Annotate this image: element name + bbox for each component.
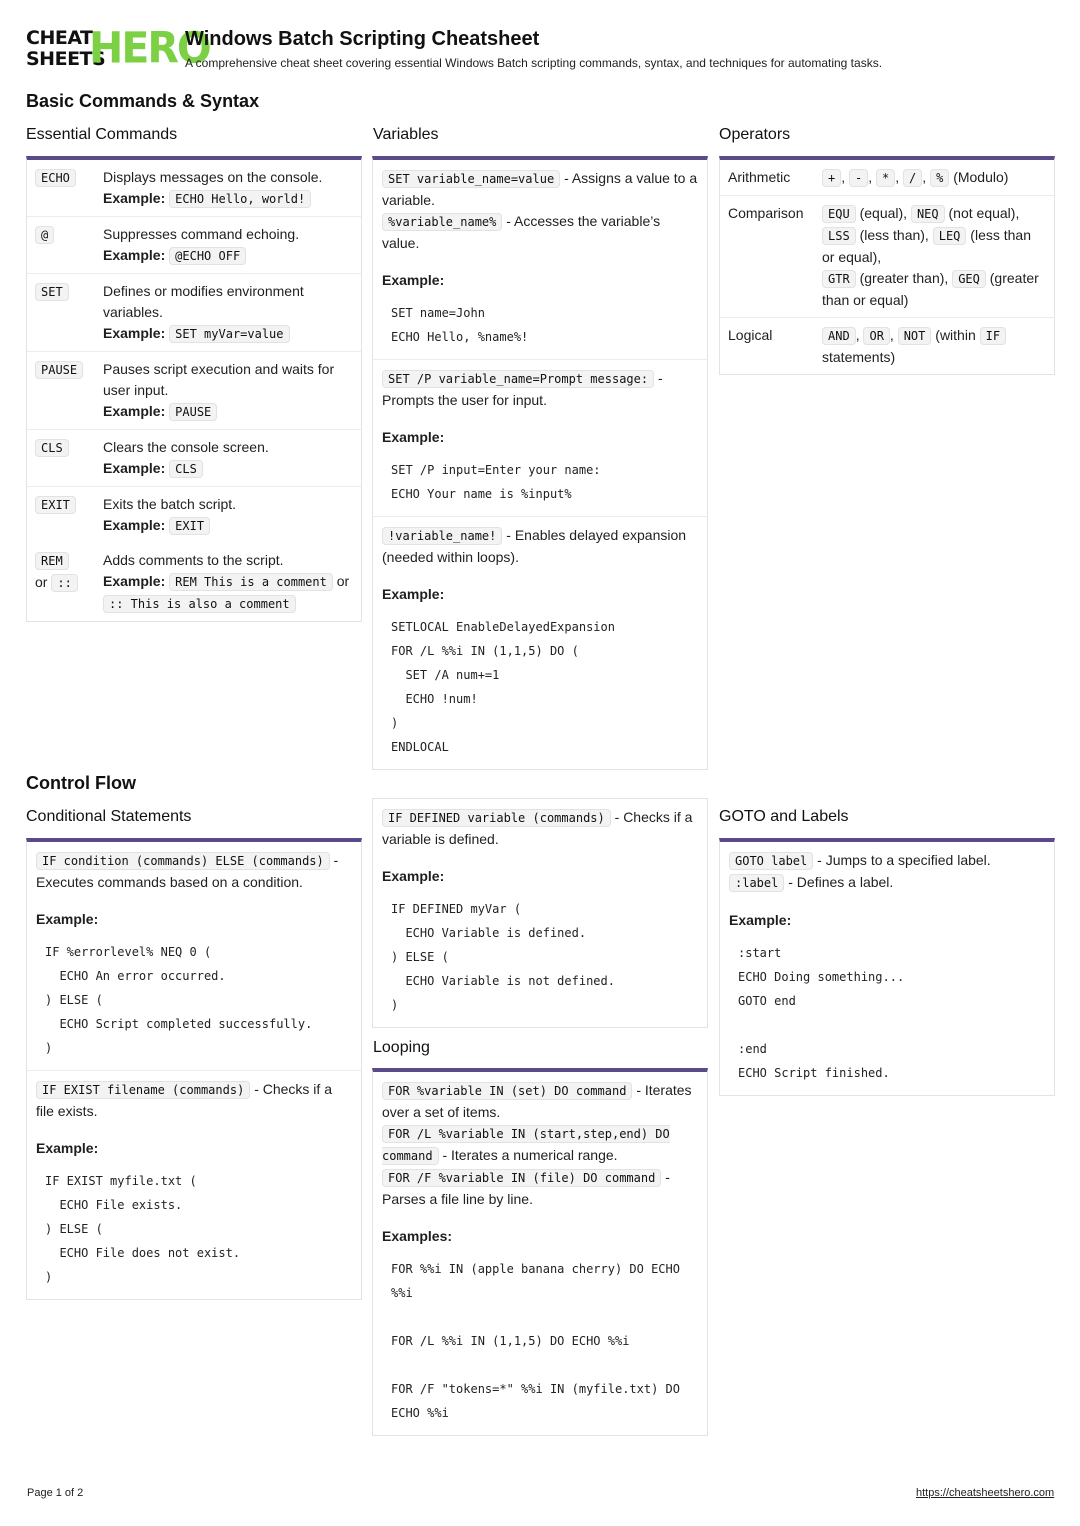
operator-code: - [849,169,868,187]
table-row [27,217,361,274]
card-essential-commands [26,156,362,622]
operator-meaning: (less than), [859,227,929,243]
card-title-operators: Operators [719,126,791,143]
operator-code: IF [980,327,1006,345]
code-example: :start ECHO Doing something... GOTO end :end ECHO Script finished. [738,946,905,1080]
card-title-goto: GOTO and Labels [719,808,849,825]
example-code: :: This is also a comment [103,595,296,613]
page-number: Page 1 of 2 [27,1487,84,1499]
card-title-conditional: Conditional Statements [26,808,192,825]
example-label: Example: [103,517,166,533]
section-title-control: Control Flow [26,773,136,793]
operator-code: GEQ [952,270,986,288]
card-if-defined [372,798,708,1028]
syntax-code: FOR %variable IN (set) DO command [382,1082,632,1100]
example-code: REM This is a comment [169,573,333,591]
operator-meaning: (greater than), [859,270,949,286]
card-title-essential: Essential Commands [26,126,178,143]
syntax-code: %variable_name% [382,213,502,231]
example-label: Example: [382,586,445,602]
command-description: Exits the batch script. [103,496,237,512]
section-title-basic: Basic Commands & Syntax [26,91,260,111]
syntax-description: - Accesses the variable’s value. [382,213,661,251]
table-row: Logical AND , OR , NOT (within IF statements) [720,318,1054,374]
command-description: Defines or modifies environment variables. [103,283,304,320]
command-description: Clears the console screen. [103,439,269,455]
card-title-looping: Looping [373,1039,430,1056]
card-operators [719,156,1055,375]
syntax-description: - Executes commands based on a condition. [36,852,339,890]
operator-code: EQU [822,205,856,223]
code-example: IF DEFINED myVar ( ECHO Variable is defined. ) ELSE ( ECHO Variable is not defined. ) [391,902,615,1012]
example-label: Example: [729,912,792,928]
operator-meaning: (equal), [859,205,908,221]
syntax-code: FOR /F %variable IN (file) DO command [382,1169,661,1187]
command-description: Adds comments to the script. [103,552,284,568]
command-code: PAUSE [35,361,83,379]
syntax-description: - Defines a label. [788,874,894,890]
syntax-code: SET /P variable_name=Prompt message: [382,370,654,388]
command-code: SET [35,283,69,301]
operator-code: NEQ [911,205,945,223]
example-code: PAUSE [169,403,217,421]
syntax-code: GOTO label [729,852,813,870]
table-row [27,352,361,430]
content-block [373,360,707,517]
operator-code: OR [863,327,889,345]
operator-category: Logical [728,327,773,343]
syntax-code: :label [729,874,784,892]
content-block [720,842,1054,1095]
operator-meaning: (less than or equal), [822,227,1031,265]
card-variables [372,156,708,770]
operator-code: / [903,169,922,187]
page-subtitle: A comprehensive cheat sheet covering essential Windows Batch scripting commands, syntax, and techniques for automating tasks. [185,56,883,70]
example-label: Example: [103,247,166,263]
operator-code: AND [822,327,856,345]
example-label: Example: [103,573,166,589]
content-block [373,517,707,769]
example-code: CLS [169,460,203,478]
code-example: SET /P input=Enter your name: ECHO Your name is %input% [391,463,601,501]
card-goto [719,838,1055,1096]
example-label: Example: [382,429,445,445]
syntax-description: - Checks if a variable is defined. [382,809,693,847]
logo [26,22,210,74]
example-code: EXIT [169,517,210,535]
content-block [373,1072,707,1435]
syntax-description: - Iterates over a set of items. [382,1082,692,1120]
example-label: Example: [103,325,166,341]
example-label: Example: [103,403,166,419]
syntax-description: - Prompts the user for input. [382,370,663,408]
operator-category: Arithmetic [728,169,791,185]
operator-meaning: (greater than or equal) [822,270,1039,308]
syntax-code: SET variable_name=value [382,170,560,188]
logo-text-accent: HERO [89,22,210,74]
code-example: FOR %%i IN (apple banana cherry) DO ECHO %%i FOR /L %%i IN (1,1,5) DO ECHO %%i FOR /F "tokens=*" %%i IN (myfile.txt) DO ECHO %%i [391,1262,680,1420]
operator-code: LEQ [933,227,967,245]
command-description: Suppresses command echoing. [103,226,300,242]
command-description: Pauses script execution and waits for user input. [103,361,335,398]
content-block [373,799,707,1027]
operator-category: Comparison [728,205,804,221]
example-code: @ECHO OFF [169,247,246,265]
code-example: IF %errorlevel% NEQ 0 ( ECHO An error occurred. ) ELSE ( ECHO Script completed successfully. ) [45,945,313,1055]
operator-note: statements) [822,349,896,365]
card-conditional [26,838,362,1300]
command-code: @ [35,226,54,244]
operator-code: * [876,169,895,187]
operator-code: + [822,169,841,187]
example-label: Example: [36,1140,99,1156]
operator-code: GTR [822,270,856,288]
table-row [27,274,361,352]
table-row [27,430,361,487]
syntax-code: IF condition (commands) ELSE (commands) [36,852,330,870]
example-label: Examples: [382,1228,453,1244]
syntax-description: - Parses a file line by line. [382,1169,670,1207]
syntax-description: - Checks if a file exists. [36,1081,332,1119]
table-row [27,543,361,621]
operator-note: (within [935,327,976,343]
command-code: REM [35,552,69,570]
example-label: Example: [382,868,445,884]
table-row [27,160,361,217]
operator-note: (Modulo) [953,169,1009,185]
syntax-description: - Jumps to a specified label. [817,852,991,868]
content-block [27,842,361,1071]
table-row: Arithmetic + , - , * , / , % (Modulo) [720,160,1054,196]
syntax-code: FOR /L %variable IN (start,step,end) DO command [382,1127,670,1163]
example-label: Example: [103,190,166,206]
footer-link[interactable]: https://cheatsheetshero.com [916,1487,1055,1499]
command-code: EXIT [35,496,76,514]
syntax-description: - Assigns a value to a variable. [382,170,698,208]
command-code: CLS [35,439,69,457]
syntax-description: - Iterates a numerical range. [442,1147,618,1163]
syntax-code: IF EXIST filename (commands) [36,1081,250,1099]
card-title-variables: Variables [373,126,439,143]
code-example: SETLOCAL EnableDelayedExpansion FOR /L %%i IN (1,1,5) DO ( SET /A num+=1 ECHO !num! ) ENDLOCAL [391,620,615,754]
command-description: Displays messages on the console. [103,169,323,185]
operator-code: % [930,169,949,187]
content-block [27,1071,361,1299]
card-looping [372,1068,708,1436]
or-text: or [336,573,350,589]
example-label: Example: [382,272,445,288]
operator-code: LSS [822,227,856,245]
or-text: or [35,574,48,590]
syntax-code: IF DEFINED variable (commands) [382,809,611,827]
operator-code: NOT [898,327,932,345]
command-code: :: [51,574,77,592]
command-code: ECHO [35,169,76,187]
page-title: Windows Batch Scripting Cheatsheet [185,28,540,50]
code-example: SET name=John ECHO Hello, %name%! [391,306,529,344]
logo-text-top: CHEAT [26,27,93,49]
example-label: Example: [103,460,166,476]
syntax-code: !variable_name! [382,527,502,545]
table-row [720,196,1054,318]
content-block [373,160,707,360]
example-code: SET myVar=value [169,325,289,343]
syntax-description: - Enables delayed expansion (needed within loops). [382,527,687,565]
code-example: IF EXIST myfile.txt ( ECHO File exists. ) ELSE ( ECHO File does not exist. ) [45,1174,241,1284]
example-code: ECHO Hello, world! [169,190,311,208]
table-row [27,487,361,543]
operator-meaning: (not equal), [948,205,1020,221]
logo-text-bottom: SHEETS [26,48,106,70]
example-label: Example: [36,911,99,927]
